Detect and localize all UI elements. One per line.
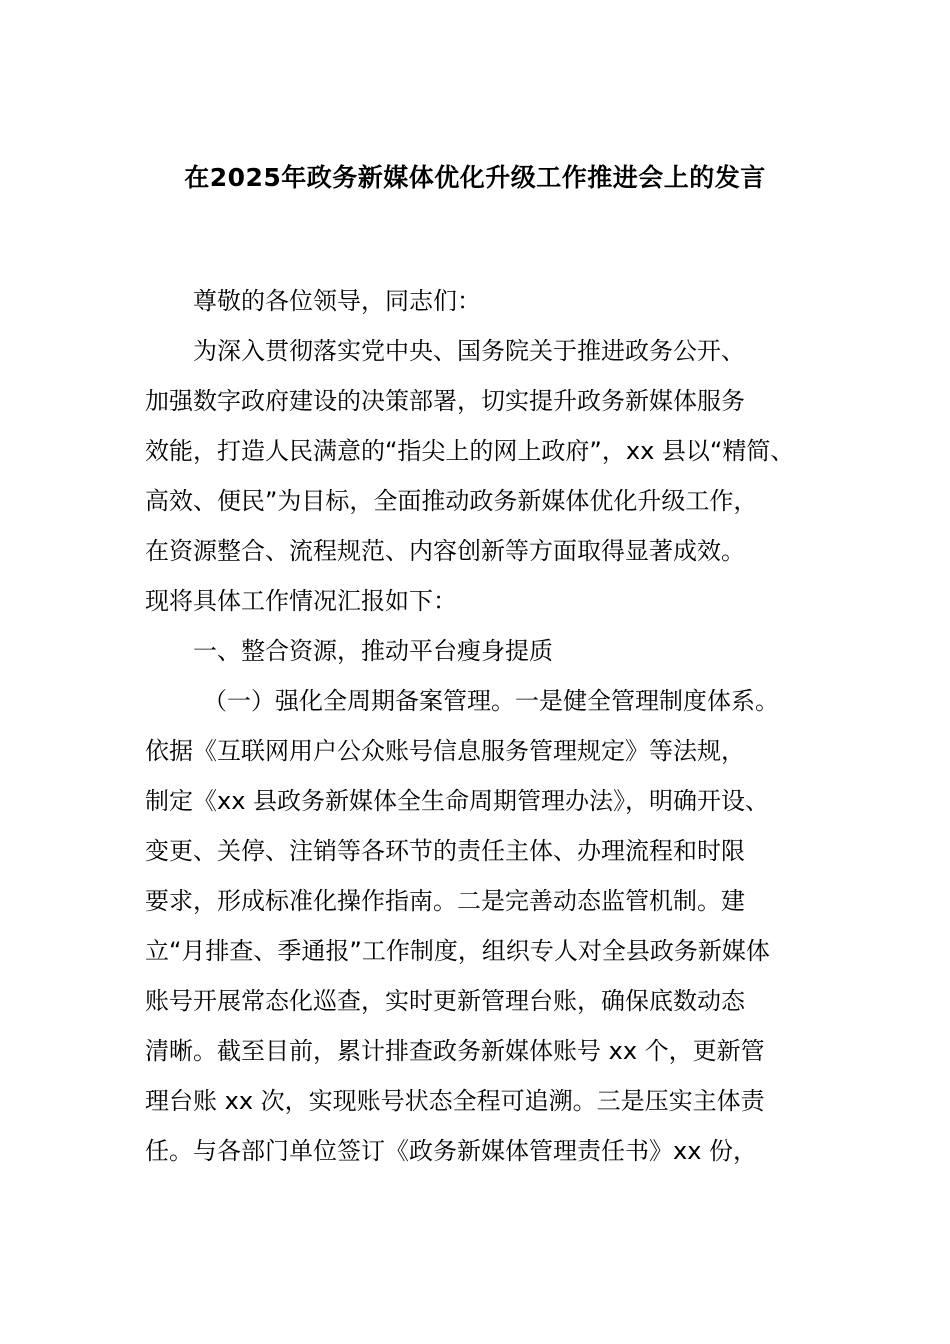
paragraph-line: 要求，形成标准化操作指南。二是完善动态监管机制。建 bbox=[145, 887, 745, 915]
paragraph-line: 清晰。截至目前，累计排查政务新媒体账号 xx 个，更新管 bbox=[145, 1037, 765, 1065]
subsection-line: （一）强化全周期备案管理。一是健全管理制度体系。 bbox=[203, 687, 779, 715]
paragraph-line: 制定《xx 县政务新媒体全生命周期管理办法》，明确开设、 bbox=[145, 787, 770, 815]
document-title: 在2025年政务新媒体优化升级工作推进会上的发言 bbox=[184, 163, 766, 192]
paragraph-line: 立“月排查、季通报”工作制度，组织专人对全县政务新媒体 bbox=[145, 937, 770, 965]
paragraph-line: 现将具体工作情况汇报如下： bbox=[145, 587, 457, 615]
paragraph-line: 为深入贯彻落实党中央、国务院关于推进政务公开、 bbox=[193, 337, 745, 365]
paragraph-line: 理台账 xx 次，实现账号状态全程可追溯。三是压实主体责 bbox=[145, 1087, 765, 1115]
paragraph-line: 账号开展常态化巡查，实时更新管理台账，确保底数动态 bbox=[145, 987, 745, 1015]
section-heading: 一、整合资源，推动平台瘦身提质 bbox=[193, 637, 553, 665]
salutation: 尊敬的各位领导，同志们： bbox=[193, 287, 481, 315]
paragraph-line: 效能，打造人民满意的“指尖上的网上政府”，xx 县以“精简、 bbox=[145, 437, 795, 465]
paragraph-line: 变更、关停、注销等各环节的责任主体、办理流程和时限 bbox=[145, 837, 745, 865]
paragraph-line: 在资源整合、流程规范、内容创新等方面取得显著成效。 bbox=[145, 537, 745, 565]
paragraph-line: 任。与各部门单位签订《政务新媒体管理责任书》xx 份， bbox=[145, 1137, 758, 1165]
paragraph-line: 依据《互联网用户公众账号信息服务管理规定》等法规， bbox=[145, 737, 745, 765]
paragraph-line: 加强数字政府建设的决策部署，切实提升政务新媒体服务 bbox=[145, 387, 745, 415]
paragraph-line: 高效、便民”为目标，全面推动政务新媒体优化升级工作， bbox=[145, 487, 758, 515]
